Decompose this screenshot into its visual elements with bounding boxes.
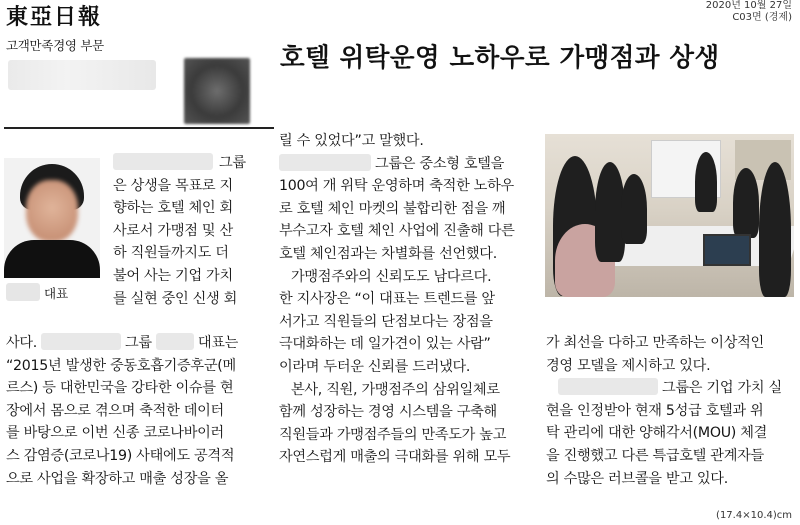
portrait-shirt <box>4 240 100 278</box>
article-column-1 <box>6 332 274 490</box>
text-line: 를 바탕으로 이번 신종 코로나바이러 <box>6 425 224 442</box>
text-line: 부수고자 호텔 체인 사업에 진출해 다른 <box>279 223 515 240</box>
text-line: 장에서 몸으로 겪으며 축적한 데이터 <box>6 402 224 419</box>
photo-person <box>733 168 759 238</box>
text-line: 그룹은 기업 가치 실 <box>546 377 796 400</box>
text-line: 불어 사는 기업 가치 <box>113 267 233 284</box>
text-line: 그룹 <box>113 152 276 175</box>
page-section: C03면 (경제) <box>732 12 792 23</box>
text-line: 직원들과 가맹점주들의 만족도가 높고 <box>279 426 507 443</box>
text-line: 로 호텔 체인 마켓의 불합리한 점을 깨 <box>279 200 506 217</box>
dateline <box>706 0 792 24</box>
redacted-text <box>41 333 121 350</box>
text-line: 호텔 체인점과는 차별화를 선언했다. <box>279 245 497 262</box>
publication-date: 2020년 10월 27일 <box>705 0 792 11</box>
text-line: 극대화하는 데 일가견이 있는 사람” <box>279 336 491 353</box>
text-line: 의 수많은 러브콜을 받고 있다. <box>546 470 728 487</box>
photo-person <box>759 162 791 297</box>
photo-laptop <box>703 234 751 266</box>
redacted-logo-image <box>184 58 250 124</box>
text-line: 릴 수 있었다”고 말했다. <box>279 133 424 149</box>
clipping-size-note: (17.4×10.4)cm <box>716 510 792 521</box>
article-column-1-side <box>113 152 276 310</box>
redacted-company-name <box>8 60 156 90</box>
text-line: 가 최선을 다하고 만족하는 이상적인 <box>546 335 764 351</box>
classroom-photo <box>545 134 794 297</box>
photo-person <box>621 174 647 244</box>
text-line: 자연스럽게 매출의 극대화를 위해 모두 <box>279 449 511 466</box>
text-line: 이라며 두터운 신뢰를 드러냈다. <box>279 358 471 375</box>
redacted-text <box>558 378 658 395</box>
text-line: 탁 관리에 대한 양해각서(MOU) 체결 <box>546 425 768 442</box>
text-line: 사다. 그룹 대표는 <box>6 335 239 351</box>
text-line: 하 직원들까지도 더 <box>113 245 229 262</box>
redacted-text <box>113 153 213 170</box>
newspaper-masthead: 東亞日報 <box>6 4 103 30</box>
text-line: 르스) 등 대한민국을 강타한 이슈를 현 <box>6 380 234 397</box>
text-line: 은 상생을 목표로 지 <box>113 177 233 194</box>
text-line: 현을 인정받아 현재 5성급 호텔과 위 <box>546 402 764 419</box>
text-line: 한 지사장은 “이 대표는 트렌드를 앞 <box>279 291 495 308</box>
photo-caption: 대표 <box>44 286 69 301</box>
article-column-3 <box>546 332 796 490</box>
text-line: 을 진행했고 다른 특급호텔 관계자들 <box>546 447 764 464</box>
text-line: 으로 사업을 확장하고 매출 성장을 올 <box>6 470 229 487</box>
text-line: 경영 모델을 제시하고 있다. <box>546 357 711 374</box>
text-line: 향하는 호텔 체인 회 <box>113 200 233 217</box>
photo-person <box>695 152 717 212</box>
text-line: 스 감염증(코로나19) 사태에도 공격적 <box>6 447 235 464</box>
section-title: 고객만족경영 부문 <box>6 38 104 53</box>
article-headline: 호텔 위탁운영 노하우로 가맹점과 상생 <box>280 43 720 73</box>
redacted-text <box>156 333 194 350</box>
ceo-portrait <box>4 158 100 278</box>
text-line: “2015년 발생한 중동호흡기증후군(메 <box>6 357 236 374</box>
text-line: 100여 개 위탁 운영하며 축적한 노하우 <box>279 178 514 195</box>
divider <box>4 127 274 129</box>
text-line: 함께 성장하는 경영 시스템을 구축해 <box>279 404 497 421</box>
text-line: 를 실현 중인 신생 회 <box>113 290 238 307</box>
text-line: 사로서 가맹점 및 산 <box>113 222 233 239</box>
redacted-caption-name <box>6 283 40 301</box>
text-line: 서가고 직원들의 단점보다는 장점을 <box>279 313 493 330</box>
text-line: 본사, 직원, 가맹점주의 삼위일체로 <box>291 381 500 398</box>
portrait-blurred-face <box>26 180 78 242</box>
article-column-2 <box>279 130 537 469</box>
text-line: 그룹은 중소형 호텔을 <box>279 153 537 176</box>
text-line: 가맹점주와의 신뢰도도 남다르다. <box>291 268 492 285</box>
redacted-text <box>279 154 371 171</box>
